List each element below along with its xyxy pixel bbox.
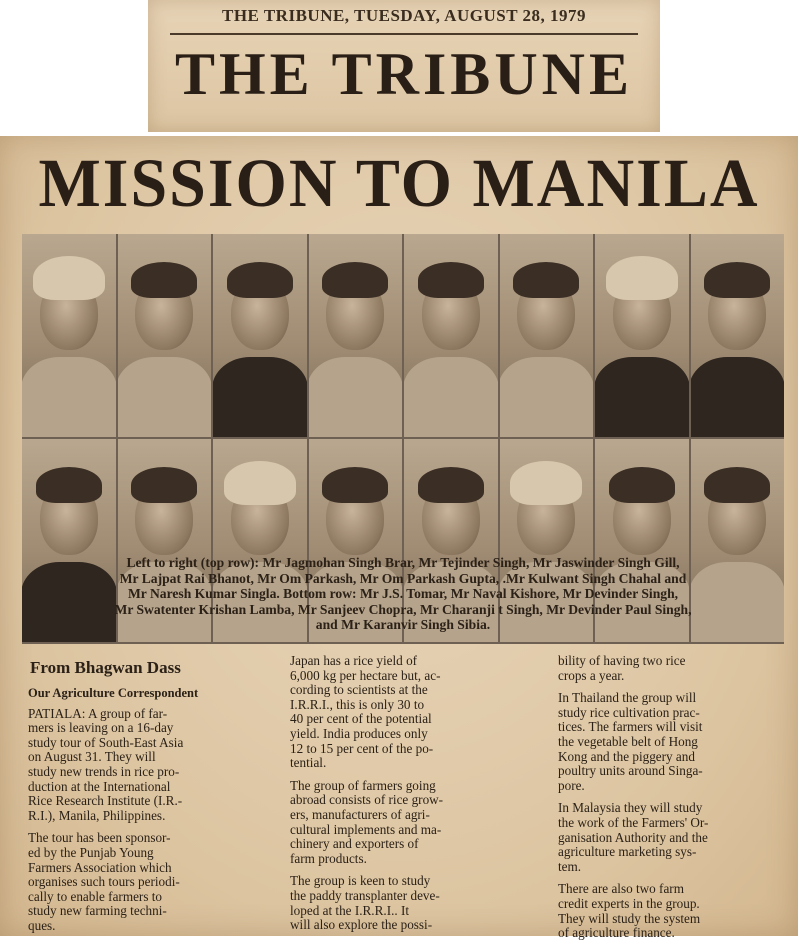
portrait-hair xyxy=(131,262,197,298)
portrait-6 xyxy=(500,234,594,437)
correspondent-credit: Our Agriculture Correspondent xyxy=(28,686,199,700)
text-line: The group of farmers going xyxy=(290,777,436,793)
text-line: the paddy transplanter deve- xyxy=(290,887,440,903)
dateline-rule xyxy=(170,33,638,35)
portrait-4 xyxy=(309,234,403,437)
text-line: ers, manufacturers of agri- xyxy=(290,806,430,822)
text-line: of agriculture finance. xyxy=(558,925,675,941)
portrait-5 xyxy=(404,234,498,437)
text-line: study new farming techni- xyxy=(28,903,167,919)
masthead-clipping xyxy=(148,0,660,132)
text-line: study rice cultivation prac- xyxy=(558,704,700,720)
column-3-body xyxy=(558,654,794,941)
text-line: In Malaysia they will study xyxy=(558,800,703,816)
headline: MISSION TO MANILA xyxy=(38,145,760,222)
portrait-2 xyxy=(118,234,212,437)
portrait-hair xyxy=(510,461,582,505)
column-2-body xyxy=(290,654,526,933)
text-line: cally to enable farmers to xyxy=(28,888,163,904)
text-line: agriculture marketing sys- xyxy=(558,844,697,860)
text-line: pore. xyxy=(558,777,585,793)
dateline: THE TRIBUNE, TUESDAY, AUGUST 28, 1979 xyxy=(222,6,586,25)
paragraph xyxy=(28,707,268,824)
portrait-torso xyxy=(213,357,307,437)
portrait-hair xyxy=(224,461,296,505)
column-2 xyxy=(290,654,526,941)
text-line: duction at the International xyxy=(28,778,171,794)
byline: From Bhagwan Dass xyxy=(30,658,181,677)
text-line: tices. The farmers will visit xyxy=(558,719,703,735)
text-line: mers is leaving on a 16-day xyxy=(28,720,174,736)
paragraph xyxy=(558,654,794,683)
portrait-torso xyxy=(691,357,785,437)
text-line: crops a year. xyxy=(558,667,625,683)
text-line: cording to scientists at the xyxy=(290,682,428,698)
text-line: Kong and the piggery and xyxy=(558,748,695,764)
article-clipping xyxy=(0,136,798,941)
caption-line: Mr Lajpat Rai Bhanot, Mr Om Parkash, Mr Om Parkash Gupta, .Mr Kulwant Singh Chahal and xyxy=(119,570,687,586)
paragraph xyxy=(558,691,794,793)
text-line: 6,000 kg per hectare but, ac- xyxy=(290,667,441,683)
text-line: 12 to 15 per cent of the po- xyxy=(290,740,434,756)
portrait-hair xyxy=(36,467,102,503)
text-line: tential. xyxy=(290,755,327,771)
text-line: The group is keen to study xyxy=(290,873,431,889)
text-line: Japan has a rice yield of xyxy=(290,653,418,668)
text-line: R.I.), Manila, Philippines. xyxy=(28,807,166,823)
text-line: bility of having two rice xyxy=(558,653,686,668)
photo-caption xyxy=(18,555,788,633)
text-line: Farmers Association which xyxy=(28,859,172,875)
paragraph xyxy=(558,801,794,874)
text-line: study tour of South-East Asia xyxy=(28,734,184,750)
portrait-1 xyxy=(22,234,116,437)
column-1-body xyxy=(28,707,268,934)
text-line: They will study the system xyxy=(558,910,701,926)
text-line: ed by the Punjab Young xyxy=(28,844,154,860)
portrait-torso xyxy=(404,357,498,437)
portrait-7 xyxy=(595,234,689,437)
portrait-hair xyxy=(227,262,293,298)
portrait-8 xyxy=(691,234,785,437)
portrait-hair xyxy=(322,262,388,298)
text-line: tem. xyxy=(558,858,582,874)
text-line: the work of the Farmers' Or- xyxy=(558,814,709,830)
paragraph xyxy=(290,654,526,771)
text-line: PATIALA: A group of far- xyxy=(28,705,168,721)
masthead-title: THE TRIBUNE xyxy=(174,41,634,107)
text-line: In Thailand the group will xyxy=(558,690,697,706)
portrait-hair xyxy=(704,467,770,503)
text-line: on August 31. They will xyxy=(28,749,156,765)
portrait-hair xyxy=(606,256,678,300)
column-3 xyxy=(558,654,794,949)
portrait-hair xyxy=(704,262,770,298)
column-1 xyxy=(28,654,268,942)
portrait-torso xyxy=(118,357,212,437)
caption-line: and Mr Karanvir Singh Sibia. xyxy=(315,617,491,632)
portrait-hair xyxy=(609,467,675,503)
text-line: poultry units around Singa- xyxy=(558,763,703,779)
paragraph xyxy=(290,874,526,932)
text-line: chinery and exporters of xyxy=(290,836,419,852)
portrait-torso xyxy=(595,357,689,437)
portrait-hair xyxy=(418,262,484,298)
text-line: ques. xyxy=(28,917,56,933)
paragraph xyxy=(558,882,794,940)
portrait-hair xyxy=(322,467,388,503)
portrait-torso xyxy=(309,357,403,437)
text-line: loped at the I.R.R.I.. It xyxy=(290,902,410,918)
portrait-3 xyxy=(213,234,307,437)
text-line: the vegetable belt of Hong xyxy=(558,733,698,749)
text-line: farm products. xyxy=(290,850,367,866)
portrait-hair xyxy=(33,256,105,300)
text-line: will also explore the possi- xyxy=(290,917,433,933)
portrait-torso xyxy=(22,357,116,437)
text-line: abroad consists of rice grow- xyxy=(290,792,444,808)
text-line: I.R.R.I., this is only 30 to xyxy=(290,696,425,712)
portrait-torso xyxy=(500,357,594,437)
portrait-hair xyxy=(131,467,197,503)
caption-line: Mr Naresh Kumar Singla. Bottom row: Mr J.S. Tomar, Mr Naval Kishore, Mr Devinder Singh, xyxy=(127,586,679,601)
text-line: Rice Research Institute (I.R.- xyxy=(28,793,183,809)
text-line: 40 per cent of the potential xyxy=(290,711,432,727)
text-line: yield. India produces only xyxy=(290,725,428,741)
text-line: credit experts in the group. xyxy=(558,895,700,911)
text-line: study new trends in rice pro- xyxy=(28,763,180,779)
text-line: The tour has been sponsor- xyxy=(28,830,171,846)
text-line: organises such tours periodi- xyxy=(28,874,180,890)
text-line: There are also two farm xyxy=(558,881,684,897)
caption-line: Left to right (top row): Mr Jagmohan Singh Brar, Mr Tejinder Singh, Mr Jaswinder Singh Gill, xyxy=(126,555,680,570)
portrait-hair xyxy=(418,467,484,503)
caption-line: Mr Swatenter Krishan Lamba, Mr Sanjeev Chopra, Mr Charanji t Singh, Mr Devinder Paul Singh, xyxy=(114,601,692,617)
portrait-hair xyxy=(513,262,579,298)
paragraph xyxy=(28,831,268,933)
photo-row-top xyxy=(22,234,784,437)
text-line: cultural implements and ma- xyxy=(290,821,442,837)
paragraph xyxy=(290,779,526,867)
text-line: ganisation Authority and the xyxy=(558,829,708,845)
